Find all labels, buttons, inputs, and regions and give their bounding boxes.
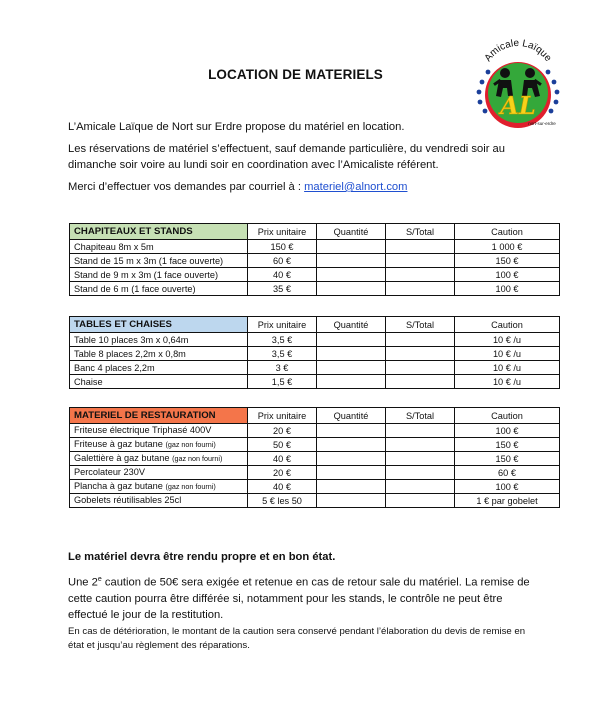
col-quantite: Quantité bbox=[317, 317, 386, 333]
item-prix: 35 € bbox=[248, 282, 317, 296]
item-prix: 5 € les 50 bbox=[248, 494, 317, 508]
item-quantite[interactable] bbox=[317, 347, 386, 361]
item-name: Galettière à gaz butane (gaz non fourni) bbox=[70, 452, 248, 466]
logo-letters: AL bbox=[500, 91, 536, 120]
col-stotal: S/Total bbox=[386, 317, 455, 333]
item-name: Stand de 15 m x 3m (1 face ouverte) bbox=[70, 254, 248, 268]
item-prix: 40 € bbox=[248, 268, 317, 282]
item-prix: 20 € bbox=[248, 466, 317, 480]
col-caution: Caution bbox=[455, 408, 560, 424]
item-name: Gobelets réutilisables 25cl bbox=[70, 494, 248, 508]
item-stotal bbox=[386, 347, 455, 361]
item-stotal bbox=[386, 268, 455, 282]
item-caution: 100 € bbox=[455, 480, 560, 494]
item-quantite[interactable] bbox=[317, 282, 386, 296]
item-stotal bbox=[386, 333, 455, 347]
item-caution: 100 € bbox=[455, 282, 560, 296]
col-stotal: S/Total bbox=[386, 408, 455, 424]
item-prix: 3 € bbox=[248, 361, 317, 375]
table-row bbox=[70, 480, 560, 494]
item-caution: 1 € par gobelet bbox=[455, 494, 560, 508]
item-quantite[interactable] bbox=[317, 240, 386, 254]
item-name: Stand de 6 m (1 face ouverte) bbox=[70, 282, 248, 296]
item-caution: 10 € /u bbox=[455, 347, 560, 361]
logo-arc-text: Amicale Laïque bbox=[482, 37, 554, 64]
section-title: MATERIEL DE RESTAURATION bbox=[70, 408, 248, 424]
table-row bbox=[70, 438, 560, 452]
item-name: Table 8 places 2,2m x 0,8m bbox=[70, 347, 248, 361]
item-caution: 150 € bbox=[455, 254, 560, 268]
item-stotal bbox=[386, 240, 455, 254]
item-name: Table 10 places 3m x 0,64m bbox=[70, 333, 248, 347]
item-caution: 1 000 € bbox=[455, 240, 560, 254]
table-row bbox=[70, 424, 560, 438]
col-prix: Prix unitaire bbox=[248, 408, 317, 424]
table-row bbox=[70, 452, 560, 466]
item-quantite[interactable] bbox=[317, 452, 386, 466]
item-stotal bbox=[386, 424, 455, 438]
table-row bbox=[70, 361, 560, 375]
table-row bbox=[70, 347, 560, 361]
col-prix: Prix unitaire bbox=[248, 317, 317, 333]
item-stotal bbox=[386, 438, 455, 452]
col-quantite: Quantité bbox=[317, 408, 386, 424]
item-prix: 40 € bbox=[248, 480, 317, 494]
table-row bbox=[70, 282, 560, 296]
item-caution: 10 € /u bbox=[455, 333, 560, 347]
item-quantite[interactable] bbox=[317, 268, 386, 282]
item-stotal bbox=[386, 452, 455, 466]
item-caution: 100 € bbox=[455, 268, 560, 282]
col-quantite: Quantité bbox=[317, 224, 386, 240]
intro-text: L’Amicale Laïque de Nort sur Erdre propose du matériel en location. bbox=[68, 121, 405, 133]
table-row bbox=[70, 333, 560, 347]
item-caution: 150 € bbox=[455, 452, 560, 466]
table-materiel-restauration bbox=[69, 407, 560, 508]
reservations-text: Les réservations de matériel s’effectuent, sauf demande particulière, du vendredi soir au dimanche soir voire au lundi soir en coordination avec l’Amicaliste référent. bbox=[68, 143, 505, 171]
table-row bbox=[70, 494, 560, 508]
table-row bbox=[70, 375, 560, 389]
item-caution: 100 € bbox=[455, 424, 560, 438]
item-prix: 3,5 € bbox=[248, 333, 317, 347]
item-prix: 20 € bbox=[248, 424, 317, 438]
item-prix: 60 € bbox=[248, 254, 317, 268]
email-line bbox=[68, 179, 538, 195]
item-quantite[interactable] bbox=[317, 494, 386, 508]
item-prix: 150 € bbox=[248, 240, 317, 254]
col-stotal: S/Total bbox=[386, 224, 455, 240]
item-prix: 50 € bbox=[248, 438, 317, 452]
item-prix: 40 € bbox=[248, 452, 317, 466]
item-quantite[interactable] bbox=[317, 480, 386, 494]
table-tables-chaises bbox=[69, 316, 560, 389]
col-caution: Caution bbox=[455, 317, 560, 333]
clean-notice: Le matériel devra être rendu propre et en bon état. bbox=[68, 551, 336, 563]
table-row bbox=[70, 466, 560, 480]
col-caution: Caution bbox=[455, 224, 560, 240]
email-link[interactable]: materiel@alnort.com bbox=[304, 181, 408, 193]
second-caution-text: Une 2e caution de 50€ sera exigée et retenue en cas de retour sale du matériel. La remise de cette caution pourra être différée si, notamment pour les stands, le contrôle ne peut être effectué le jour de la restitution. bbox=[68, 576, 530, 621]
amicale-laique-logo bbox=[466, 34, 570, 130]
item-quantite[interactable] bbox=[317, 254, 386, 268]
item-name: Chapiteau 8m x 5m bbox=[70, 240, 248, 254]
col-prix: Prix unitaire bbox=[248, 224, 317, 240]
item-quantite[interactable] bbox=[317, 438, 386, 452]
page-title: LOCATION DE MATERIELS bbox=[208, 67, 383, 82]
item-stotal bbox=[386, 282, 455, 296]
table-header-row bbox=[70, 317, 560, 333]
section-title: CHAPITEAUX ET STANDS bbox=[70, 224, 248, 240]
item-name: Chaise bbox=[70, 375, 248, 389]
item-caution: 60 € bbox=[455, 466, 560, 480]
table-header-row bbox=[70, 408, 560, 424]
item-name: Stand de 9 m x 3m (1 face ouverte) bbox=[70, 268, 248, 282]
section-title: TABLES ET CHAISES bbox=[70, 317, 248, 333]
item-name: Plancha à gaz butane (gaz non fourni) bbox=[70, 480, 248, 494]
item-quantite[interactable] bbox=[317, 466, 386, 480]
item-caution: 150 € bbox=[455, 438, 560, 452]
item-stotal bbox=[386, 361, 455, 375]
email-prefix: Merci d’effectuer vos demandes par courriel à : bbox=[68, 181, 305, 193]
item-stotal bbox=[386, 494, 455, 508]
item-quantite[interactable] bbox=[317, 375, 386, 389]
item-prix: 3,5 € bbox=[248, 347, 317, 361]
table-chapiteaux-stands bbox=[69, 223, 560, 296]
item-stotal bbox=[386, 375, 455, 389]
item-caution: 10 € /u bbox=[455, 375, 560, 389]
logo-small-text: nort-sur-erdre bbox=[528, 121, 556, 126]
item-quantite[interactable] bbox=[317, 424, 386, 438]
item-caution: 10 € /u bbox=[455, 361, 560, 375]
item-stotal bbox=[386, 466, 455, 480]
item-name: Percolateur 230V bbox=[70, 466, 248, 480]
damage-text: En cas de détérioration, le montant de la caution sera conservé pendant l’élaboration du devis de remise en état et jusqu’au règlement des réparations. bbox=[68, 626, 526, 651]
table-row bbox=[70, 240, 560, 254]
table-row bbox=[70, 254, 560, 268]
item-prix: 1,5 € bbox=[248, 375, 317, 389]
item-stotal bbox=[386, 480, 455, 494]
item-stotal bbox=[386, 254, 455, 268]
item-name: Friteuse à gaz butane (gaz non fourni) bbox=[70, 438, 248, 452]
table-row bbox=[70, 268, 560, 282]
item-quantite[interactable] bbox=[317, 333, 386, 347]
item-name: Friteuse électrique Triphasé 400V bbox=[70, 424, 248, 438]
item-quantite[interactable] bbox=[317, 361, 386, 375]
item-name: Banc 4 places 2,2m bbox=[70, 361, 248, 375]
table-header-row bbox=[70, 224, 560, 240]
